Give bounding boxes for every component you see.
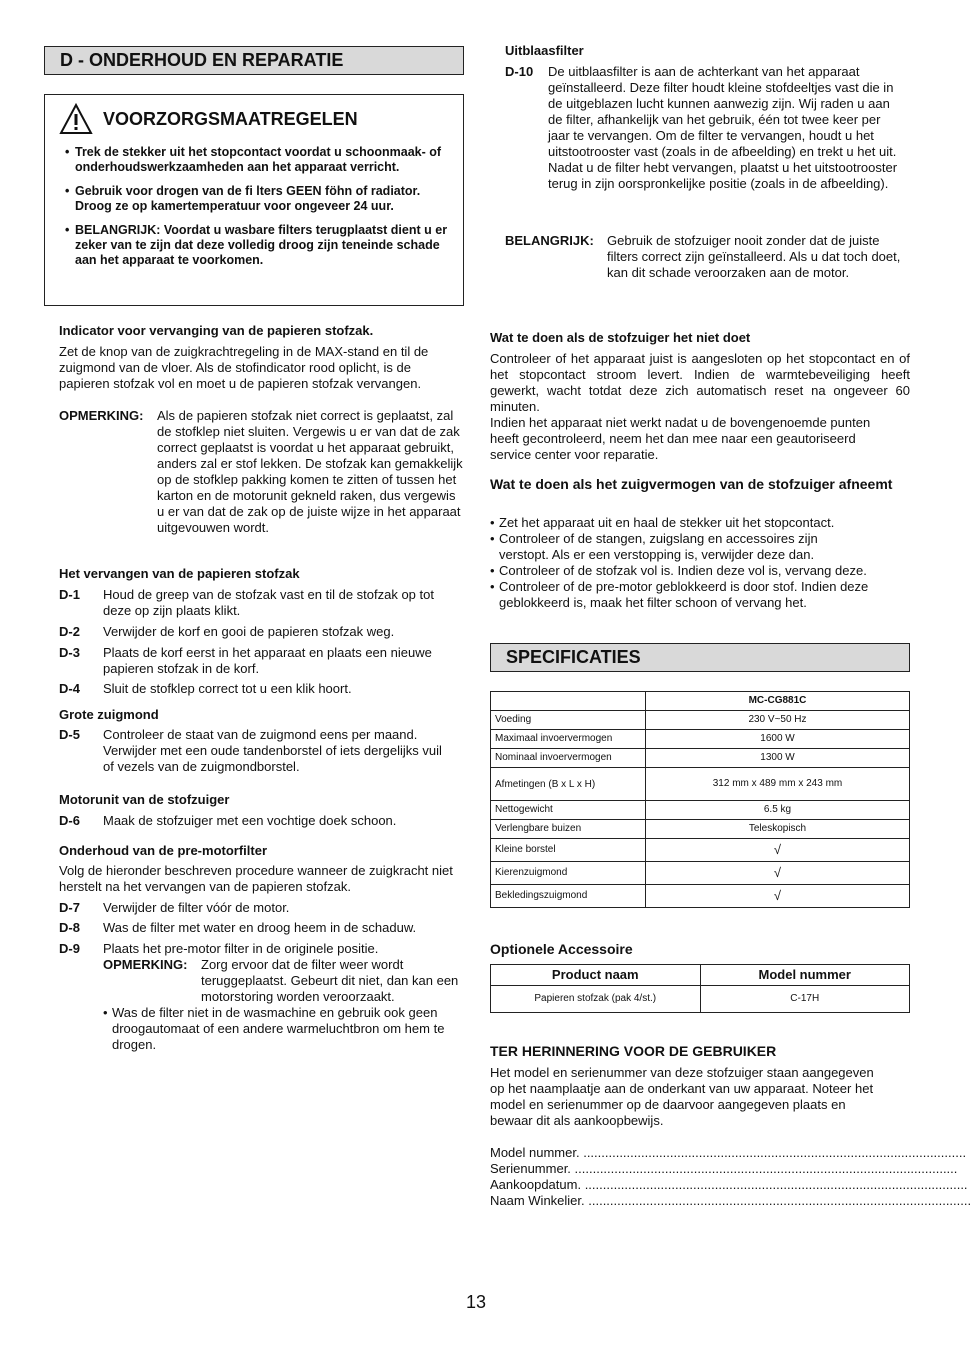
spec-table: [490, 691, 910, 908]
step-item: D-10 De uitblaasfilter is aan de achterkant van het apparaat geïnstalleerd. Deze filter houdt kleine stofdeeltjes vast die in de uitgeblazen lucht kunnen aanwezig zijn. Wij raden u aan de filter, afhankelijk van het gebruik, één tot twee keer per jaar te vervangen. Om de filter te vervangen, houdt u het uitstootrooster vast (zoals in de afbeelding) en trekt u het uit. Nadat u de filter hebt vervangen, plaatst u het uitstootrooster terug in zijn oorspronkelijke positie (zoals in de afbeelding).: [505, 64, 898, 191]
trouble1-heading: Wat te doen als de stofzuiger het niet doet: [490, 330, 751, 345]
list-item: • Controleer of de pre-motor geblokkeerd is door stof. Indien deze geblokkeerd is, maak het filter schoon of vervang het.: [490, 579, 869, 610]
table-row: Kleine borstel √: [491, 839, 910, 862]
indicator-note-label: OPMERKING:: [59, 408, 144, 423]
table-row: Product naam Model nummer: [491, 965, 910, 986]
step-item: D-5 Controleer de staat van de zuigmond eens per maand. Verwijder met een oude tandenborstel of iets dergelijks vuil of vezels van de zuigmondborstel.: [59, 727, 442, 774]
step-item: D-4 Sluit de stofklep correct tot u een klik hoort.: [59, 681, 352, 696]
indicator-note: Als de papieren stofzak niet correct is geplaatst, zal de stofklep niet sluiten. Vergewis u er van dat de zak correct geplaatst is voordat u het apparaat gebruikt, anders zal er stof lekken. De stofzak kan gemakkelijk op de stofklep pakking komen te zitten of tussen het karton en de motorunit gekneld raken, dus vergewis u er van dat de zak op de juiste wijze in het apparaat uitgevouwen wordt.: [157, 408, 463, 535]
table-row: Kierenzuigmond √: [491, 862, 910, 885]
list-item: • Controleer of de stofzak vol is. Indien deze vol is, vervang deze.: [490, 563, 867, 578]
field-purchase-date: Aankoopdatum. ..........................................................................................................: [490, 1177, 968, 1192]
trouble2-list: [490, 515, 910, 611]
record-fields: [490, 1145, 971, 1209]
section-d-title: D - ONDERHOUD EN REPARATIE: [44, 46, 464, 75]
indicator-heading: Indicator voor vervanging van de papieren stofzak.: [59, 323, 374, 338]
indicator-text: Zet de knop van de zuigkrachtregeling in de MAX-stand en til de zuigmond van de vloer. Als de stofindicator rood oplicht, is de papieren stofzak vol en moet u de papieren stofzak vervangen.: [59, 344, 429, 391]
precaution-item: • Trek de stekker uit het stopcontact voordat u schoonmaak- of onderhoudswerkzaamheden aan het apparaat verricht.: [65, 145, 442, 174]
accessory-heading: Optionele Accessoire: [490, 941, 633, 957]
premotor-bullet: • Was de filter niet in de wasmachine en gebruik ook geen droogautomaat of een andere warmeluchtbron om hem te drogen.: [103, 1005, 445, 1052]
table-row: Bekledingszuigmond √: [491, 885, 910, 908]
field-store-name: Naam Winkelier. ..........................................................................................................: [490, 1193, 971, 1208]
motor-heading: Motorunit van de stofzuiger: [59, 792, 230, 807]
warning-icon: [59, 103, 93, 135]
spec-model: MC-CG881C: [646, 692, 910, 711]
premotor-note: Zorg ervoor dat de filter weer wordt teruggeplaatst. Gebeurt dit niet, dan kan een motorstoring worden veroorzaakt.: [201, 957, 459, 1004]
important-label: BELANGRIJK:: [505, 233, 594, 248]
table-row: Voeding 230 V~50 Hz: [491, 711, 910, 730]
table-row: Afmetingen (B x L x H) 312 mm x 489 mm x 243 mm: [491, 768, 910, 801]
table-row: Papieren stofzak (pak 4/st.) C-17H: [491, 986, 910, 1013]
replace-steps: [59, 587, 464, 701]
precautions-list: [65, 145, 455, 277]
precaution-item: • BELANGRIJK: Voordat u wasbare filters terugplaatst dient u er zeker van te zijn dat deze volledig droog zijn teneinde schade aan het apparaat te voorkomen.: [65, 223, 448, 267]
step-item: D-1 Houd de greep van de stofzak vast en til de stofzak op tot deze op zijn plaats klikt.: [59, 587, 434, 618]
premotor-text: Volg de hieronder beschreven procedure wanneer de zuigkracht niet herstelt na het vervangen van de papieren stofzak.: [59, 863, 453, 894]
step-item: D-3 Plaats de korf eerst in het apparaat en plaats een nieuwe papieren stofzak in de korf.: [59, 645, 432, 676]
spec-title: SPECIFICATIES: [490, 643, 910, 672]
step-item: D-2 Verwijder de korf en gooi de papieren stofzak weg.: [59, 624, 395, 639]
replace-heading: Het vervangen van de papieren stofzak: [59, 566, 300, 581]
precaution-item: • Gebruik voor drogen van de fi lters GEEN föhn of radiator. Droog ze op kamertemperatuur voor ongeveer 24 uur.: [65, 184, 421, 213]
precautions-box: [44, 94, 464, 306]
field-model: Model nummer. ..........................................................................................................: [490, 1145, 967, 1160]
trouble1-text2: Indien het apparaat niet werkt nadat u de bovengenoemde punten heeft gecontroleerd, neem het dan mee naar een geautoriseerd service center voor reparatie.: [490, 415, 871, 462]
table-row: Nettogewicht 6.5 kg: [491, 801, 910, 820]
step-item: D-7 Verwijder de filter vóór de motor.: [59, 900, 290, 915]
table-row: Verlengbare buizen Teleskopisch: [491, 820, 910, 839]
list-item: • Zet het apparaat uit en haal de stekker uit het stopcontact.: [490, 515, 835, 530]
precautions-title: VOORZORGSMAATREGELEN: [103, 109, 358, 129]
field-serial: Serienummer. ..........................................................................................................: [490, 1161, 958, 1176]
premotor-steps: [59, 900, 464, 958]
page-number: 13: [466, 1292, 487, 1312]
important-text: Gebruik de stofzuiger nooit zonder dat de juiste filters correct zijn geïnstalleerd. Als u dat toch doet, kan dit schade veroorzaken aan de motor.: [607, 233, 901, 280]
table-row: Maximaal invoervermogen 1600 W: [491, 730, 910, 749]
premotor-heading: Onderhoud van de pre-motorfilter: [59, 843, 268, 858]
trouble2-heading: Wat te doen als het zuigvermogen van de stofzuiger afneemt: [490, 476, 893, 492]
table-row: Nominaal invoervermogen 1300 W: [491, 749, 910, 768]
reminder-text: Het model en serienummer van deze stofzuiger staan aangegeven op het naamplaatje aan de onderkant van uw apparaat. Noteer het model en serienummer op de daarvoor aangegeven plaats en bewaar dit als aankoopbewijs.: [490, 1065, 874, 1128]
step-item: D-6 Maak de stofzuiger met een vochtige doek schoon.: [59, 813, 397, 828]
exhaust-heading: Uitblaasfilter: [505, 43, 584, 58]
step-item: D-8 Was de filter met water en droog heem in de schaduw.: [59, 920, 417, 935]
nozzle-heading: Grote zuigmond: [59, 707, 159, 722]
premotor-note-label: OPMERKING:: [103, 957, 188, 972]
step-item: D-9 Plaats het pre-motor filter in de originele positie.: [59, 941, 379, 956]
list-item: • Controleer of de stangen, zuigslang en accessoires zijn verstopt. Als er een verstopping is, verwijder deze dan.: [490, 531, 818, 562]
accessory-table: [490, 964, 910, 1013]
trouble1-text: Controleer of het apparaat juist is aangesloten op het stopcontact en of het stopcontact stroom levert. Indien de warmtebeveiliging heeft gewerkt, wacht totdat deze zich automatisch reset na ongeveer 60 minuten.: [490, 351, 910, 414]
reminder-heading: TER HERINNERING VOOR DE GEBRUIKER: [490, 1043, 777, 1059]
table-row: [491, 692, 910, 711]
